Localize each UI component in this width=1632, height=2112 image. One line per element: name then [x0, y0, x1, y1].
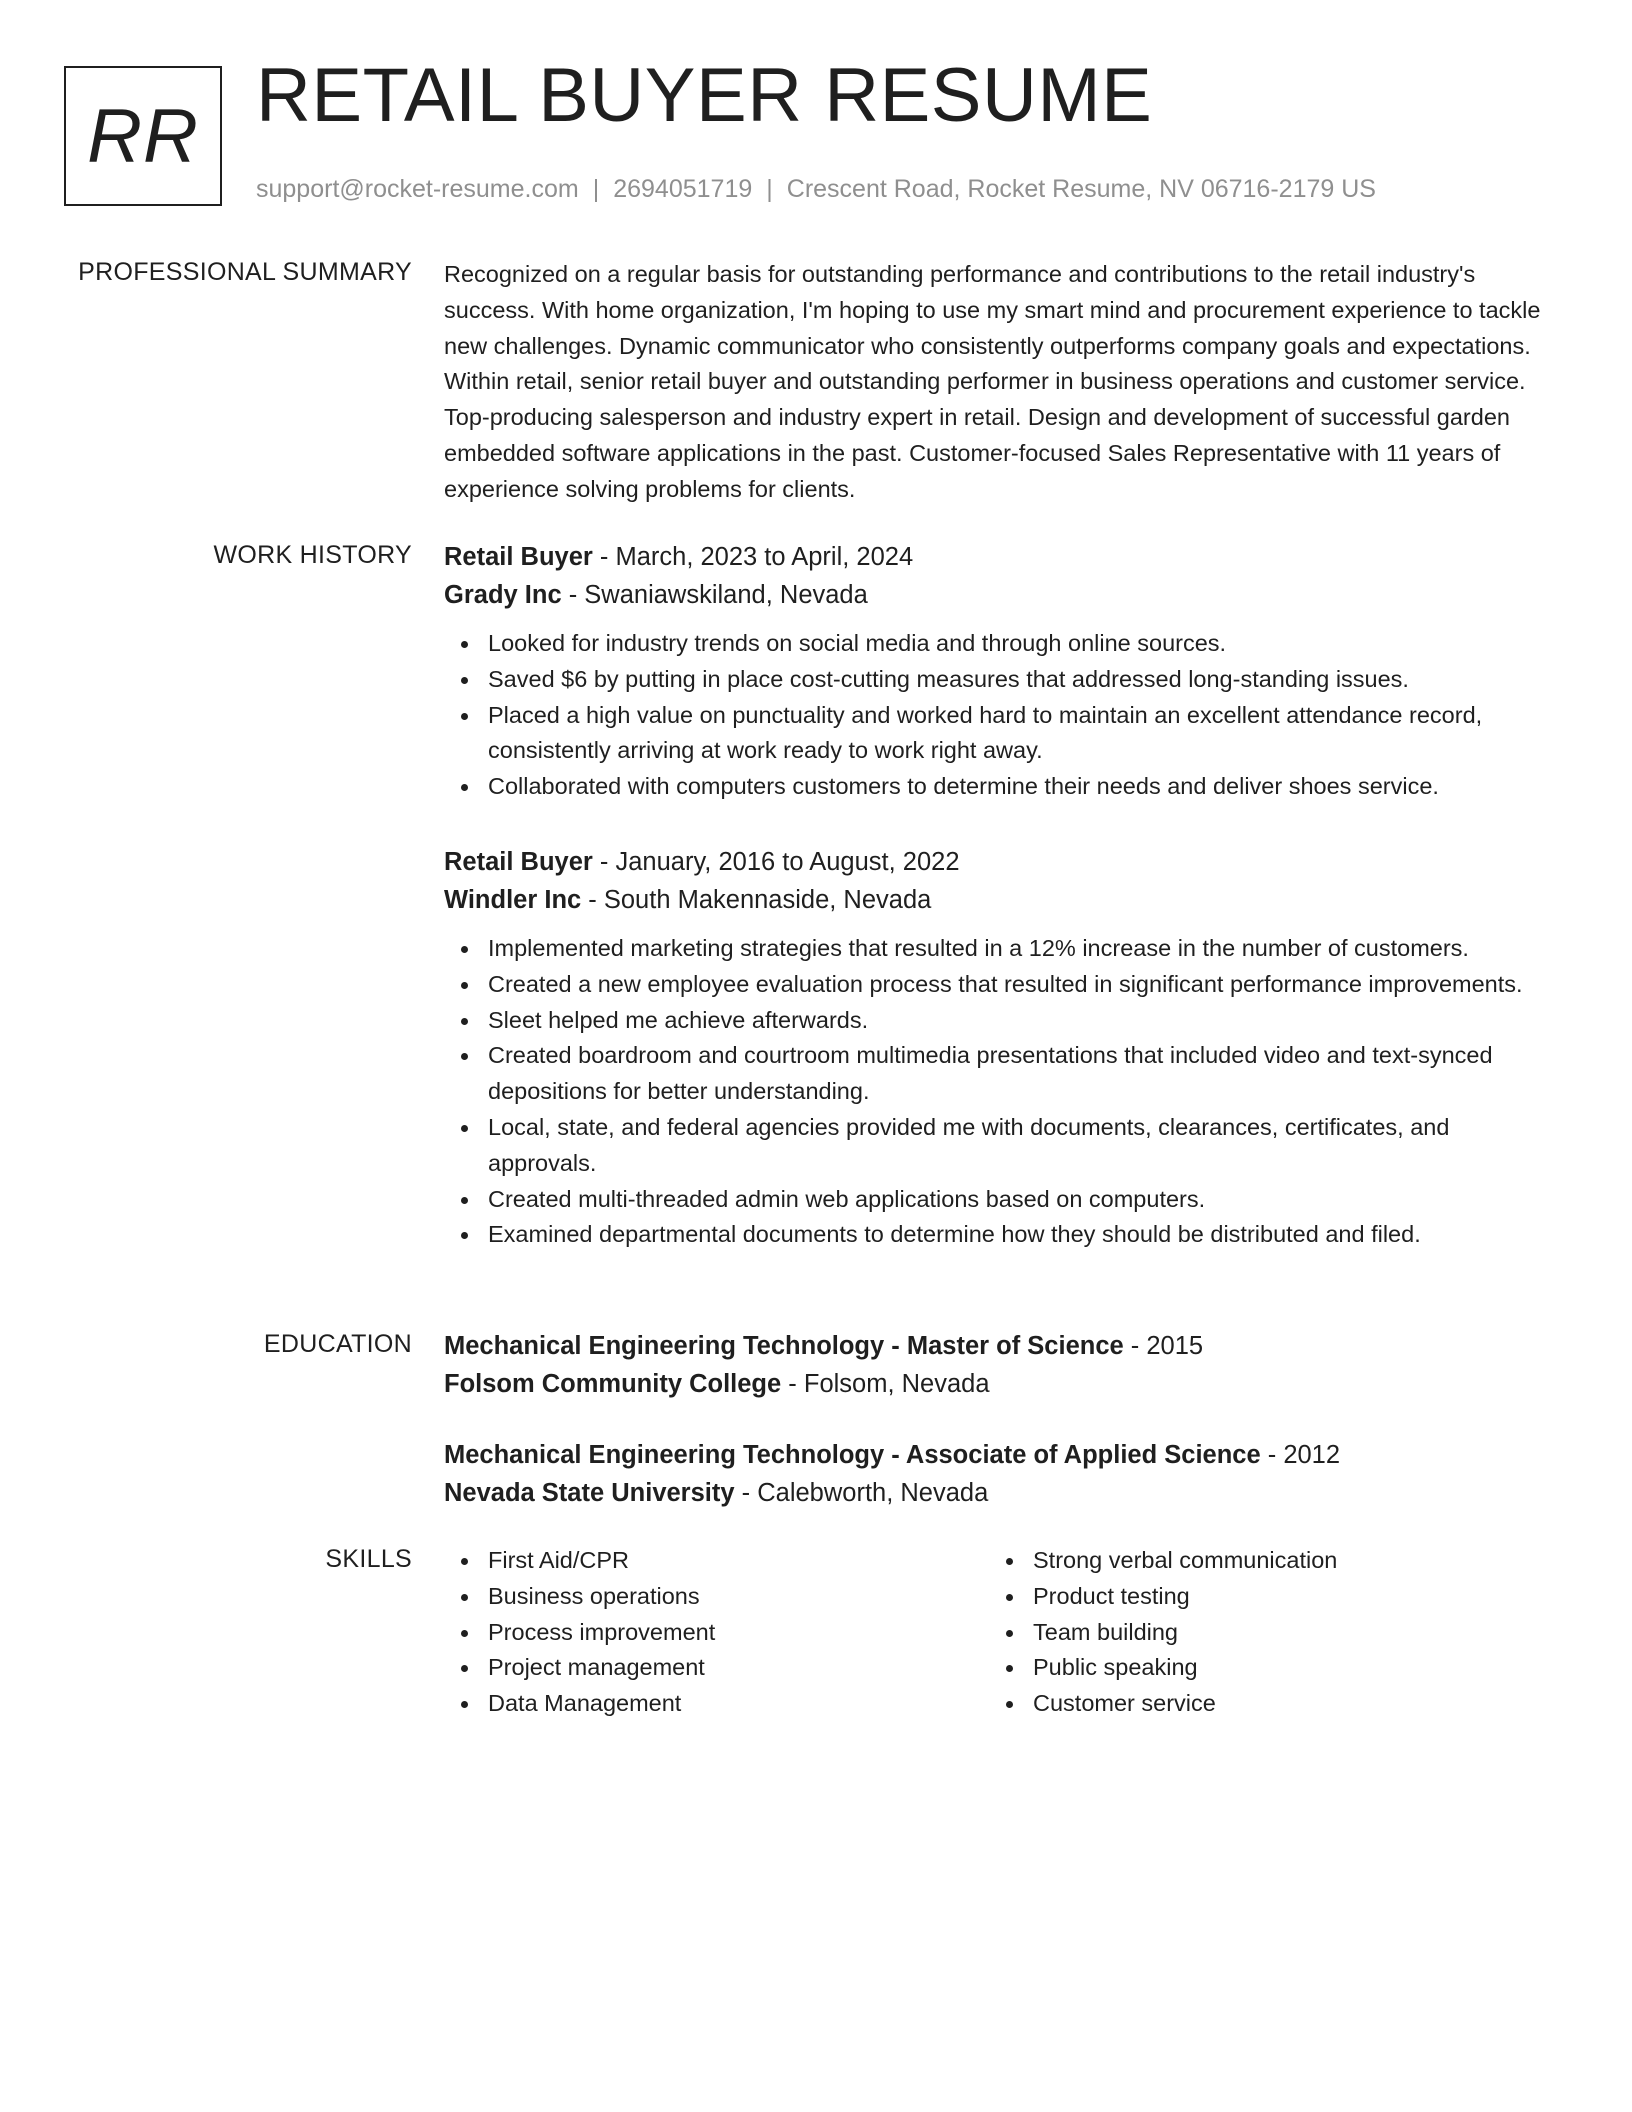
- list-item: Created boardroom and courtroom multimedia presentations that included video and text-synced depositions for better understanding.: [488, 1038, 1556, 1110]
- school-line: [444, 1474, 1556, 1512]
- job-company: Grady Inc: [444, 581, 562, 609]
- job-bullet-list: [444, 931, 1556, 1253]
- school-location: - Folsom, Nevada: [781, 1370, 990, 1398]
- degree-line: [444, 1436, 1556, 1474]
- job-company-line: [444, 576, 1556, 614]
- skills-section: [444, 1543, 1556, 1723]
- list-item: Created multi-threaded admin web applications based on computers.: [488, 1182, 1556, 1218]
- job-dates: - January, 2016 to August, 2022: [592, 848, 960, 876]
- degree-line: [444, 1327, 1556, 1365]
- list-item: Collaborated with computers customers to determine their needs and deliver shoes service.: [488, 769, 1556, 805]
- degree-year: - 2015: [1123, 1332, 1204, 1360]
- job-title: Retail Buyer: [444, 543, 593, 571]
- resume-title: RETAIL BUYER RESUME: [256, 53, 1153, 138]
- contact-line: [256, 175, 1376, 204]
- degree-name: Mechanical Engineering Technology - Master of Science: [444, 1332, 1124, 1360]
- work-history-heading: WORK HISTORY: [213, 541, 412, 569]
- skills-column-left: [444, 1543, 944, 1722]
- contact-address: Crescent Road, Rocket Resume, NV 06716-2179 US: [786, 175, 1376, 203]
- summary-text: Recognized on a regular basis for outstanding performance and contributions to the retail industry's success. With home organization, I'm hoping to use my smart mind and procurement experience to tackle new challenges. Dynamic communicator who consistently outperforms company goals and expectations. Within retail, senior retail buyer and outstanding performer in business operations and customer service. Top-producing salesperson and industry expert in retail. Design and development of successful garden embedded software applications in the past. Customer-focused Sales Representative with 11 years of experience solving problems for clients.: [444, 261, 1541, 502]
- job-location: - South Makennaside, Nevada: [581, 886, 932, 914]
- list-item: Created a new employee evaluation process that resulted in significant performance improvements.: [488, 967, 1556, 1003]
- contact-separator: |: [592, 175, 600, 203]
- job-company-line: [444, 881, 1556, 919]
- list-item: Implemented marketing strategies that resulted in a 12% increase in the number of customers.: [488, 931, 1556, 967]
- skill-item: Business operations: [488, 1579, 944, 1615]
- skill-item: Strong verbal communication: [1033, 1543, 1489, 1579]
- monogram-logo: RR: [64, 66, 222, 206]
- degree-name: Mechanical Engineering Technology - Associate of Applied Science: [444, 1441, 1261, 1469]
- job-entry: [444, 538, 1556, 805]
- job-dates: - March, 2023 to April, 2024: [592, 543, 914, 571]
- skills-heading: SKILLS: [325, 1545, 412, 1573]
- skill-item: Product testing: [1033, 1579, 1489, 1615]
- job-bullet-list: [444, 626, 1556, 805]
- job-company: Windler Inc: [444, 886, 582, 914]
- contact-separator: |: [766, 175, 773, 203]
- contact-phone: 2694051719: [613, 175, 753, 203]
- education-heading: EDUCATION: [263, 1330, 412, 1358]
- job-title-line: [444, 843, 1556, 881]
- skills-list: [444, 1543, 944, 1722]
- skill-item: Team building: [1033, 1615, 1489, 1651]
- skill-item: Data Management: [488, 1686, 944, 1722]
- education-entry: [444, 1327, 1556, 1403]
- job-title-line: [444, 538, 1556, 576]
- skill-item: Project management: [488, 1650, 944, 1686]
- summary-section: [444, 257, 1556, 508]
- school-location: - Calebworth, Nevada: [734, 1479, 989, 1507]
- job-entry: [444, 843, 1556, 1253]
- list-item: Placed a high value on punctuality and worked hard to maintain an excellent attendance record, consistently arriving at work ready to work right away.: [488, 698, 1556, 770]
- degree-year: - 2012: [1260, 1441, 1341, 1469]
- list-item: Sleet helped me achieve afterwards.: [488, 1003, 1556, 1039]
- list-item: Local, state, and federal agencies provided me with documents, clearances, certificates, and approvals.: [488, 1110, 1556, 1182]
- summary-heading: PROFESSIONAL SUMMARY: [78, 258, 412, 286]
- list-item: Examined departmental documents to determine how they should be distributed and filed.: [488, 1217, 1556, 1253]
- skills-list: [989, 1543, 1489, 1722]
- skill-item: Customer service: [1033, 1686, 1489, 1722]
- skills-column-right: [989, 1543, 1489, 1722]
- school-line: [444, 1365, 1556, 1403]
- list-item: Looked for industry trends on social media and through online sources.: [488, 626, 1556, 662]
- education-entry: [444, 1436, 1556, 1512]
- skill-item: Process improvement: [488, 1615, 944, 1651]
- school-name: Folsom Community College: [444, 1370, 782, 1398]
- job-location: - Swaniawskiland, Nevada: [561, 581, 868, 609]
- skill-item: Public speaking: [1033, 1650, 1489, 1686]
- job-title: Retail Buyer: [444, 848, 593, 876]
- skill-item: First Aid/CPR: [488, 1543, 944, 1579]
- list-item: Saved $6 by putting in place cost-cutting measures that addressed long-standing issues.: [488, 662, 1556, 698]
- contact-email: support@rocket-resume.com: [256, 175, 579, 203]
- school-name: Nevada State University: [444, 1479, 735, 1507]
